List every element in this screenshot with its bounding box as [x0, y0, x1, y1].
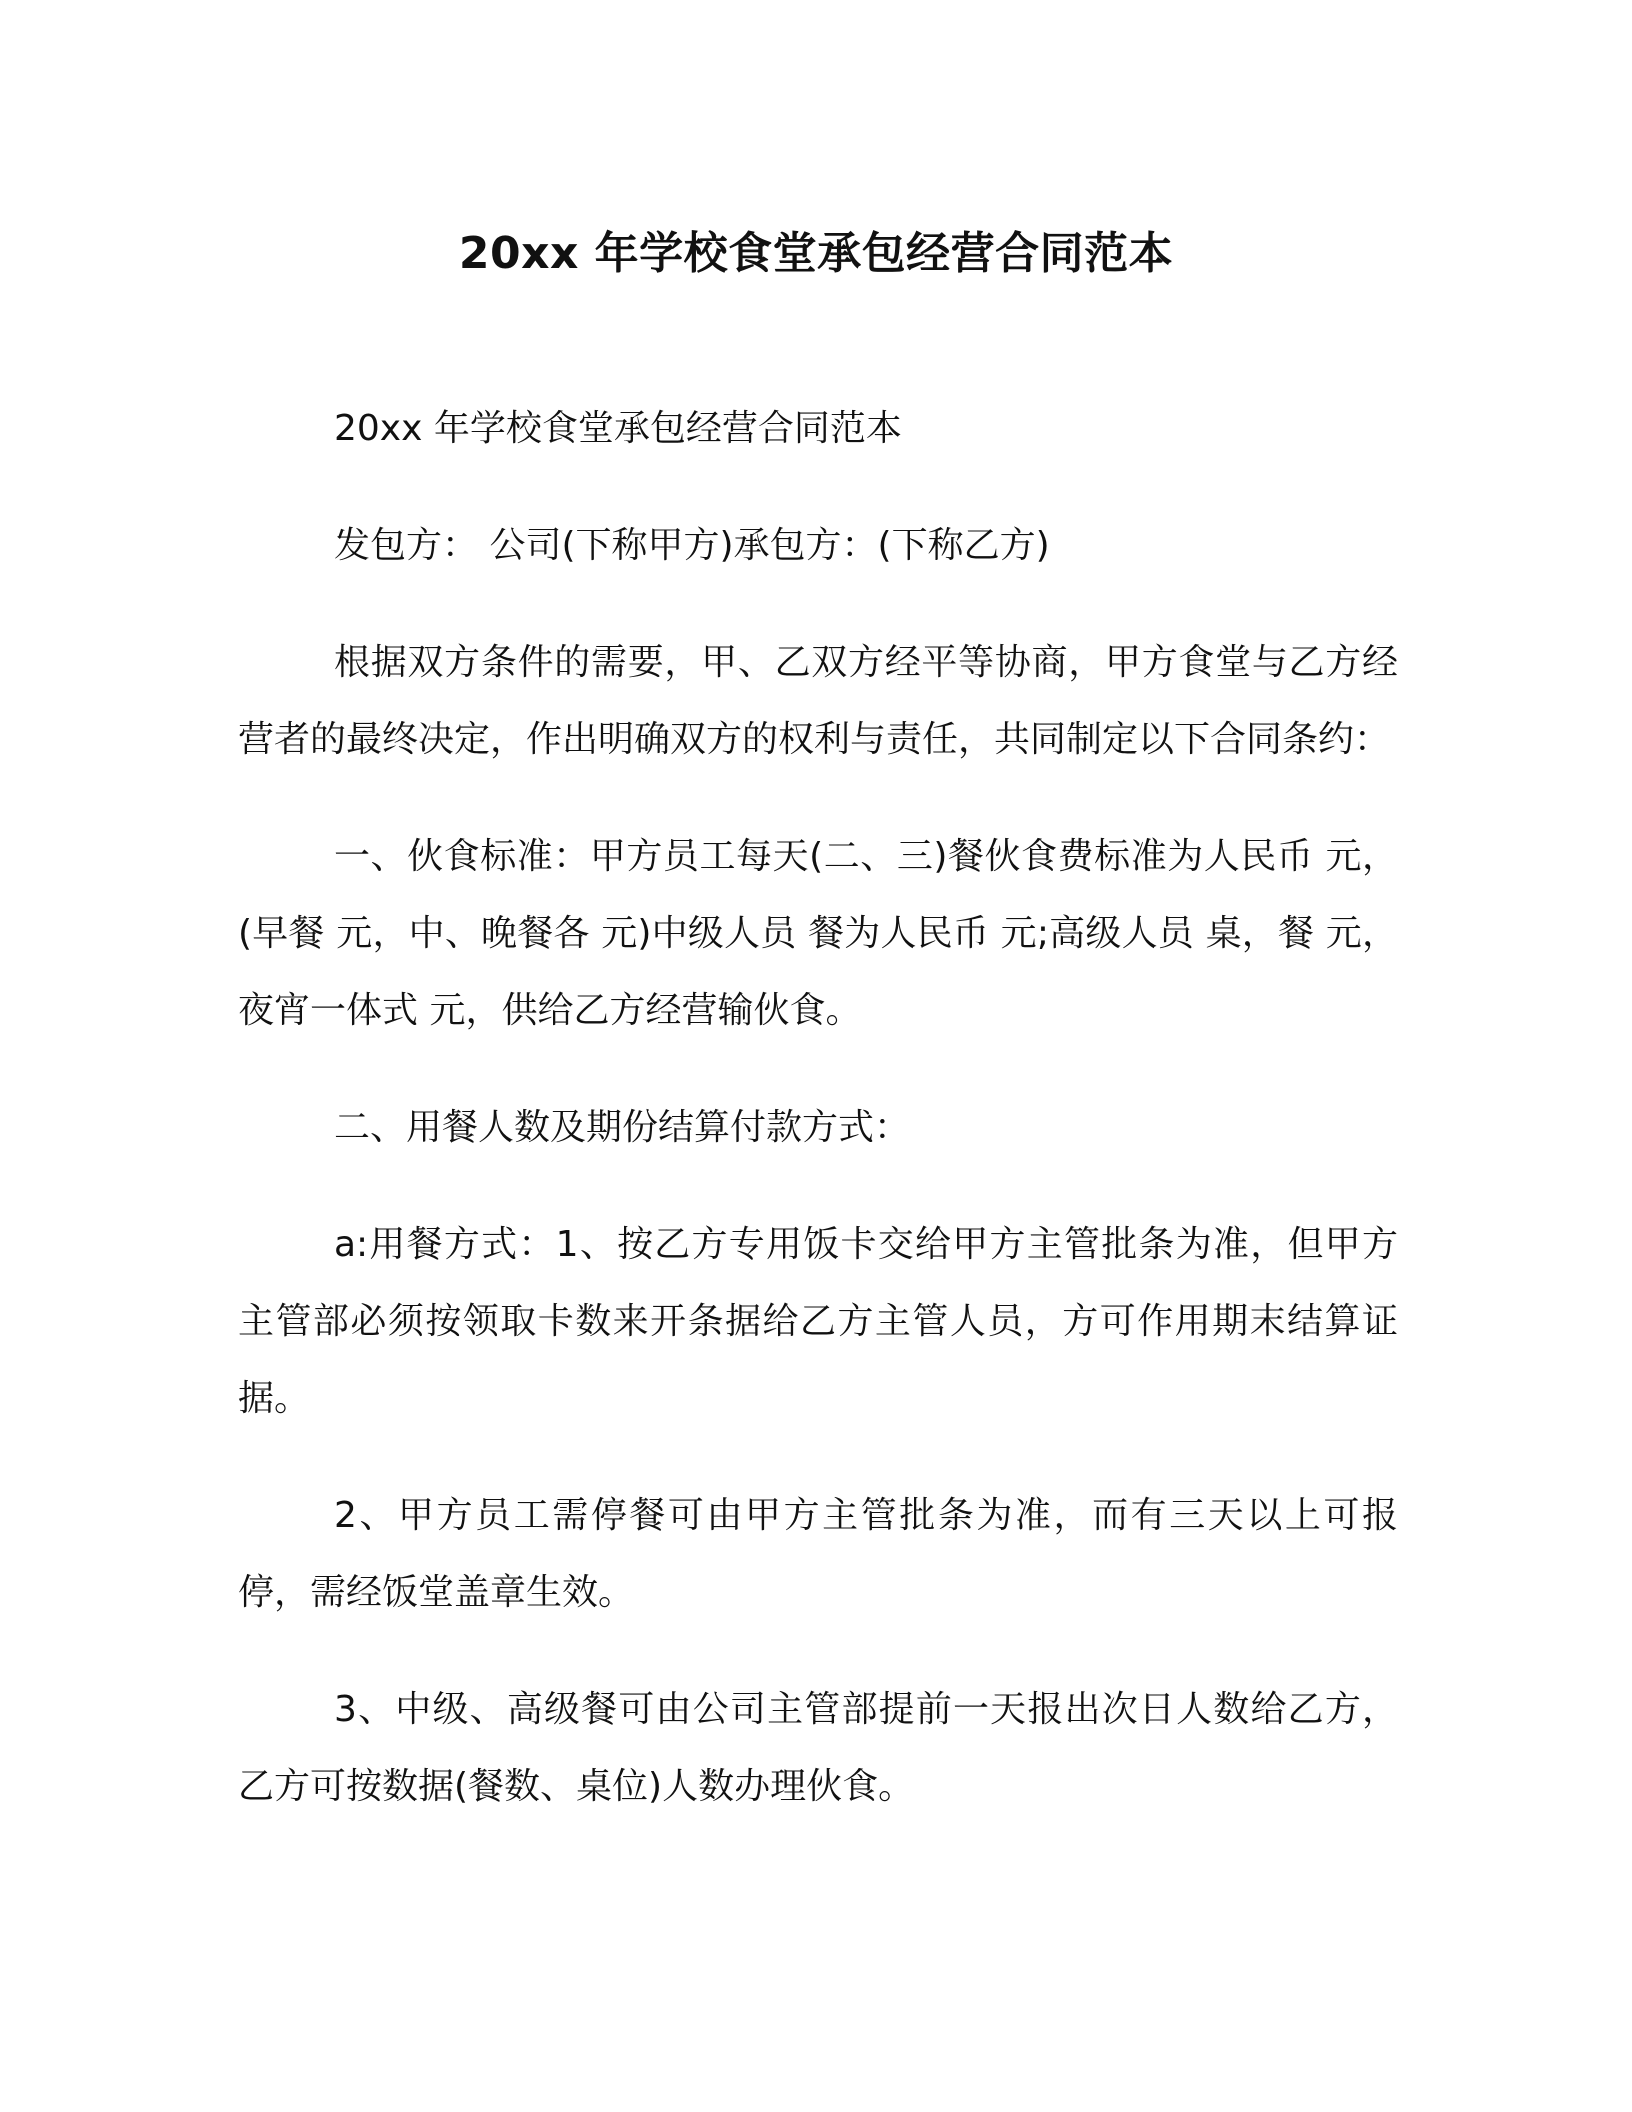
paragraph-meal-standard: 一、伙食标准：甲方员工每天(二、三)餐伙食费标准为人民币 元，(早餐 元，中、晚餐各 元)中级人员 餐为人民币 元;高级人员 桌，餐 元，夜宵一体式 元，供给乙方经营输伙食。 [238, 836, 1398, 1031]
paragraph-parties: 发包方： 公司(下称甲方)承包方：(下称乙方) [334, 525, 1050, 566]
paragraph-dining-method: a:用餐方式：1、按乙方专用饭卡交给甲方主管批条为准，但甲方主管部必须按领取卡数来开条据给乙方主管人员，方可作用期末结算证据。 [238, 1224, 1398, 1419]
paragraph-preamble: 根据双方条件的需要，甲、乙双方经平等协商，甲方食堂与乙方经营者的最终决定，作出明确双方的权利与责任，共同制定以下合同条约： [238, 642, 1398, 760]
paragraph-senior-meals: 3、中级、高级餐可由公司主管部提前一天报出次日人数给乙方，乙方可按数据(餐数、桌位)人数办理伙食。 [238, 1689, 1398, 1807]
paragraph-settlement-heading: 二、用餐人数及期份结算付款方式： [334, 1107, 911, 1148]
paragraph-heading: 20xx 年学校食堂承包经营合同范本 [334, 408, 902, 449]
document-body [238, 390, 1398, 1865]
document-title: 20xx 年学校食堂承包经营合同范本 [458, 228, 1174, 279]
paragraph-meal-suspension: 2、甲方员工需停餐可由甲方主管批条为准，而有三天以上可报停，需经饭堂盖章生效。 [238, 1495, 1398, 1613]
